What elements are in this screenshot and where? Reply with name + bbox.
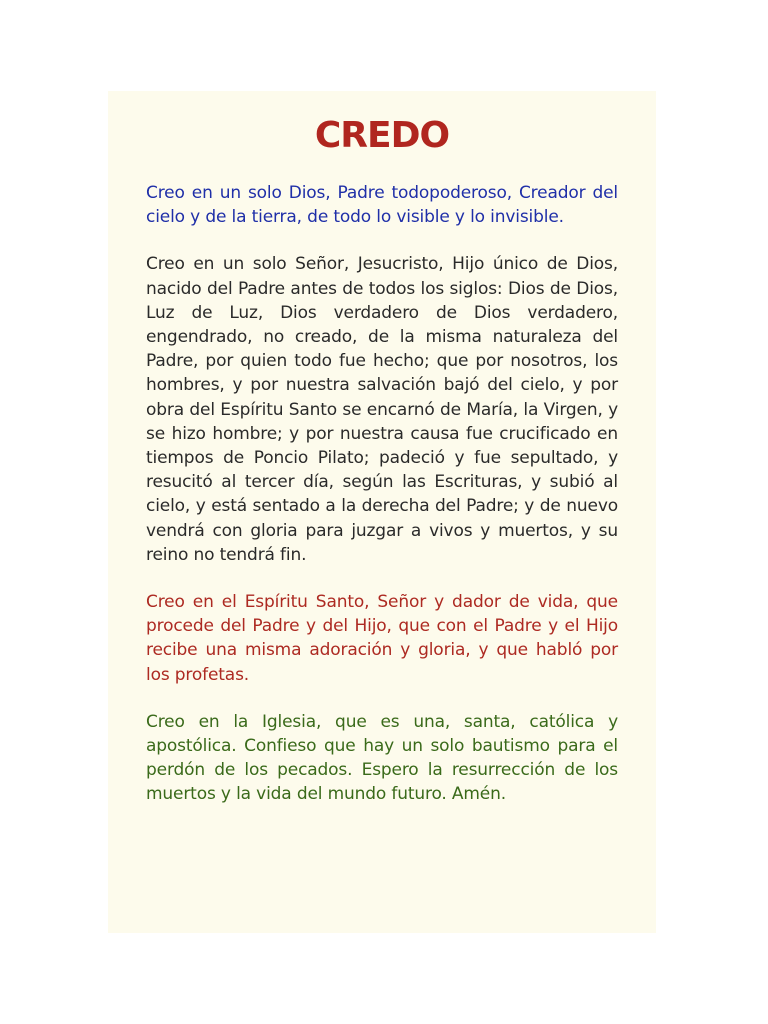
paragraph-father: Creo en un solo Dios, Padre todopoderoso, Creador del cielo y de la tierra, de todo lo visible y lo invisible.: [146, 183, 618, 228]
paragraph-church: Creo en la Iglesia, que es una, santa, católica y apostólica. Confieso que hay un solo bautismo para el perdón de los pecados. Espero la resurrección de los muertos y la vida del mundo futuro. Amén.: [146, 711, 618, 805]
prayer-card: [108, 91, 656, 933]
page-title: CREDO: [314, 115, 450, 156]
paragraph-holy-spirit: Creo en el Espíritu Santo, Señor y dador de vida, que procede del Padre y del Hijo, que con el Padre y el Hijo recibe una misma adoración y gloria, y que habló por los profetas.: [146, 592, 618, 685]
paragraph-son: Creo en un solo Señor, Jesucristo, Hijo único de Dios, nacido del Padre antes de todos los siglos: Dios de Dios, Luz de Luz, Dios verdadero de Dios verdadero, engendrado, no creado, de la misma naturaleza del Padre, por quien todo fue hecho; que por nosotros, los hombres, y por nuestra salvación bajó del cielo, y por obra del Espíritu Santo se encarnó de María, la Virgen, y se hizo hombre; y por nuestra causa fue crucificado en tiempos de Poncio Pilato; padeció y fue sepultado, y resucitó al tercer día, según las Escrituras, y subió al cielo, y está sentado a la derecha del Padre; y de nuevo vendrá con gloria para juzgar a vivos y muertos, y su reino no tendrá fin.: [146, 254, 618, 565]
